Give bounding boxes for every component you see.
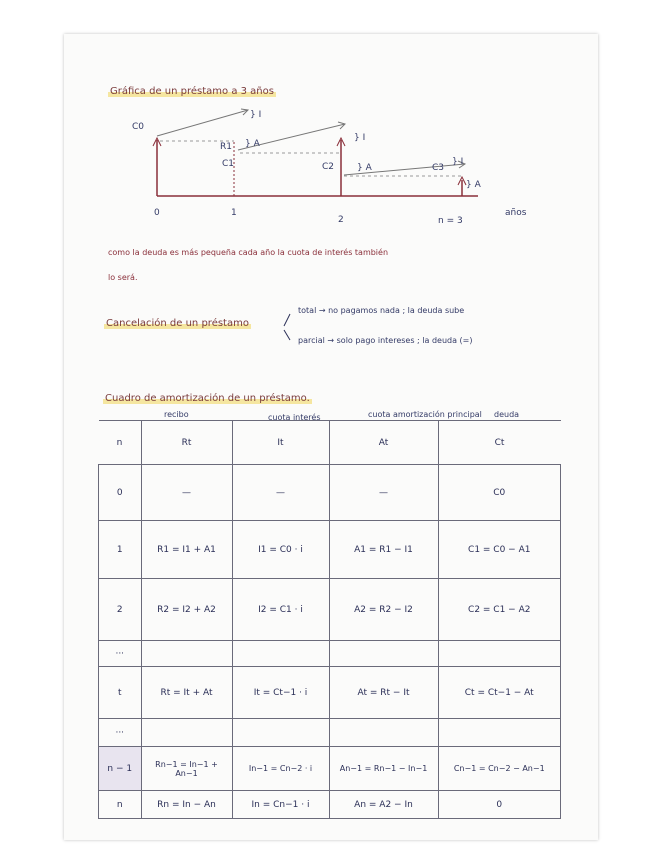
cell-at: A2 = R2 − I2 [329, 579, 438, 641]
cell-rt: — [141, 465, 232, 521]
cell-it: I2 = C1 · i [232, 579, 329, 641]
graph-title: Gráfica de un préstamo a 3 años [110, 86, 274, 97]
label-c2: C2 [322, 162, 335, 172]
table-row [99, 719, 561, 747]
cell-rt [141, 641, 232, 667]
annotation-cuota-amort: cuota amortización principal [368, 410, 482, 419]
label-c1: C1 [222, 159, 235, 169]
cell-ct: C2 = C1 − A2 [438, 579, 561, 641]
table-title: Cuadro de amortización de un préstamo. [105, 393, 310, 404]
cell-rt: Rt = It + At [141, 667, 232, 719]
axis-tick-2: 2 [338, 215, 344, 225]
label-c0: C0 [132, 122, 145, 132]
axis-tick-3: n = 3 [438, 216, 463, 226]
header-ct: Ct [438, 421, 561, 465]
label-a3: } A [466, 180, 481, 190]
cancel-partial: parcial → solo pago intereses ; la deuda (=) [298, 336, 473, 345]
cell-at [329, 641, 438, 667]
axis-tick-1: 1 [231, 208, 237, 218]
cell-ct: C1 = C0 − A1 [438, 521, 561, 579]
note-line-1: como la deuda es más pequeña cada año la cuota de interés también [108, 248, 389, 257]
table-row [99, 791, 561, 819]
cell-n: t [99, 667, 142, 719]
cell-ct: Cn−1 = Cn−2 − An−1 [438, 747, 561, 791]
cancel-title: Cancelación de un préstamo [106, 318, 249, 329]
cell-it: In = Cn−1 · i [232, 791, 329, 819]
header-n: n [99, 421, 142, 465]
table-row [99, 579, 561, 641]
cell-at [329, 719, 438, 747]
header-at: At [329, 421, 438, 465]
cell-rt [141, 719, 232, 747]
cell-at: — [329, 465, 438, 521]
table-row [99, 465, 561, 521]
axis-unit: años [505, 208, 527, 218]
label-a1: } A [245, 139, 260, 149]
header-it: It [232, 421, 329, 465]
label-i1: } I [250, 110, 262, 120]
cell-n: ··· [99, 719, 142, 747]
brace-top [284, 314, 290, 326]
cell-at: At = Rt − It [329, 667, 438, 719]
cell-it: I1 = C0 · i [232, 521, 329, 579]
cell-it [232, 719, 329, 747]
table-row [99, 747, 561, 791]
amortization-table [98, 420, 561, 819]
cell-ct [438, 641, 561, 667]
cell-it: In−1 = Cn−2 · i [232, 747, 329, 791]
table-row [99, 641, 561, 667]
annotation-recibo: recibo [164, 410, 189, 419]
cell-it: It = Ct−1 · i [232, 667, 329, 719]
annotation-deuda: deuda [494, 410, 520, 419]
axis-tick-0: 0 [154, 208, 160, 218]
cell-it: — [232, 465, 329, 521]
brace-bottom [284, 330, 290, 340]
table-header-row [99, 421, 561, 465]
table-row [99, 521, 561, 579]
cell-at: An−1 = Rn−1 − In−1 [329, 747, 438, 791]
cell-at: An = A2 − In [329, 791, 438, 819]
cancel-total: total → no pagamos nada ; la deuda sube [298, 306, 465, 315]
cell-ct: C0 [438, 465, 561, 521]
annotation-cuota-interes: cuota interés [268, 413, 321, 422]
label-r1: R1 [220, 142, 232, 152]
label-i2: } I [354, 133, 366, 143]
cell-n: n [99, 791, 142, 819]
cell-rt: R1 = I1 + A1 [141, 521, 232, 579]
header-rt: Rt [141, 421, 232, 465]
cell-ct: 0 [438, 791, 561, 819]
label-a2: } A [357, 163, 372, 173]
cell-n: n − 1 [99, 747, 142, 791]
cell-ct: Ct = Ct−1 − At [438, 667, 561, 719]
cell-n: ··· [99, 641, 142, 667]
note-line-2: lo será. [108, 273, 138, 282]
cell-at: A1 = R1 − I1 [329, 521, 438, 579]
cell-rt: Rn−1 = In−1 + An−1 [141, 747, 232, 791]
cell-n: 1 [99, 521, 142, 579]
cell-rt: R2 = I2 + A2 [141, 579, 232, 641]
label-c3: C3 [432, 163, 445, 173]
cell-ct [438, 719, 561, 747]
cell-it [232, 641, 329, 667]
label-i3: } I [452, 157, 464, 167]
table-row [99, 667, 561, 719]
cell-rt: Rn = In − An [141, 791, 232, 819]
cell-n: 0 [99, 465, 142, 521]
cell-n: 2 [99, 579, 142, 641]
